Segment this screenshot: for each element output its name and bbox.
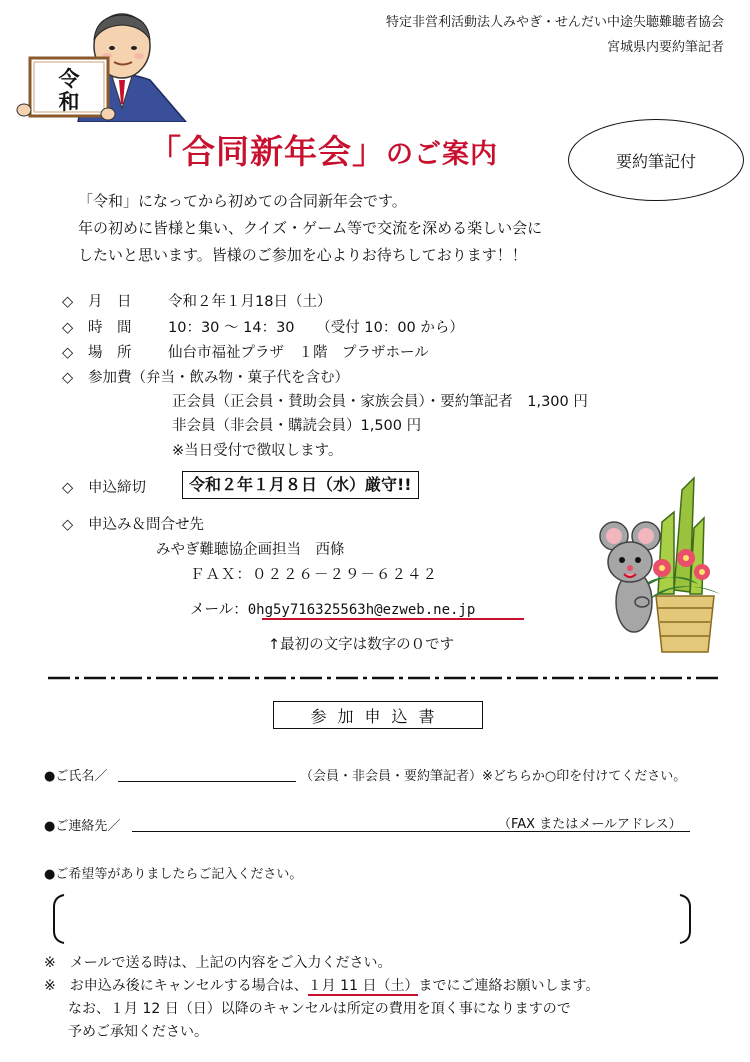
sign-character-2: 和 [58, 90, 80, 114]
deadline-value: 令和２年１月８日（水）厳守!! [182, 471, 419, 499]
sign-character-1: 令 [58, 67, 80, 91]
note-cancel-date: １月 11 日（土） [307, 978, 419, 994]
contact-field-label: ●ご連絡先／ [44, 819, 121, 834]
deadline-label: 申込締切 [88, 480, 146, 496]
name-input-line[interactable] [118, 781, 296, 782]
email-address[interactable]: 0hg5y716325563h@ezweb.ne.jp [247, 602, 476, 618]
diamond-icon: ◇ [62, 320, 74, 336]
reiwa-announcer-illustration [8, 10, 198, 122]
intro-line: 年の初めに皆様と集い、クイズ・ゲーム等で交流を深める楽しい会に [78, 219, 543, 237]
request-input-area[interactable] [50, 893, 694, 945]
title-main: 「合同新年会」 [148, 132, 386, 171]
fee-label: 参加費（弁当・飲み物・菓子代を含む） [88, 370, 349, 386]
diamond-icon: ◇ [62, 294, 74, 310]
place-value: 仙台市福祉プラザ １階 プラザホール [168, 345, 429, 361]
time-row [62, 316, 464, 337]
time-label: 時 間 [88, 320, 132, 336]
email-underline [262, 618, 524, 620]
fee-nonmembers: 非会員（非会員・購読会員）1,500 円 [172, 418, 422, 434]
diamond-icon: ◇ [62, 517, 74, 533]
name-hint: （会員・非会員・要約筆記者）※どちらか○印を付けてください。 [300, 769, 687, 784]
contact-row [62, 513, 204, 534]
contact-label: 申込み＆問合せ先 [88, 517, 204, 533]
organization-subtitle: 宮城県内要約筆記者 [606, 40, 724, 55]
place-row [62, 341, 429, 362]
diamond-icon: ◇ [62, 370, 74, 386]
captioning-stamp: 要約筆記付 [568, 119, 744, 201]
page-title [148, 126, 498, 173]
name-label: ●ご氏名／ [44, 769, 108, 784]
mouse-kadomatsu-illustration [598, 472, 726, 660]
intro-paragraph [78, 188, 542, 269]
time-value: 10：30 ～ 14：30 （受付 10：00 から） [168, 320, 464, 336]
request-label: ●ご希望等がありましたらご記入ください。 [44, 867, 303, 882]
note-cancel [44, 975, 599, 998]
date-label: 月 日 [88, 294, 132, 310]
diamond-icon: ◇ [62, 480, 74, 496]
contact-hint: （FAX またはメールアドレス） [498, 817, 682, 832]
fee-note: ※当日受付で徴収します。 [172, 443, 343, 459]
email-note: ↑最初の文字は数字の０です [268, 637, 455, 653]
contact-person: みやぎ難聴協企画担当 西條 [156, 542, 345, 558]
note-email: ※ メールで送る時は、上記の内容をご入力ください。 [44, 955, 392, 971]
note-fee: なお、１月 12 日（日）以降のキャンセルは所定の費用を頂く事になりますので [68, 1001, 571, 1017]
cut-line [48, 676, 720, 680]
deadline-row [62, 476, 146, 497]
note-cancel-post: までにご連絡お願いします。 [418, 978, 600, 994]
email-label: メール： [190, 602, 248, 618]
email-row [190, 598, 475, 619]
place-label: 場 所 [88, 345, 132, 361]
date-row [62, 290, 331, 311]
title-suffix: のご案内 [386, 139, 498, 170]
fee-members: 正会員（正会員・賛助会員・家族会員）・要約筆記者 1,300 円 [172, 394, 588, 410]
organization-name: 特定非営利活動法人みやぎ・せんだい中途失聴難聴者協会 [385, 15, 724, 30]
note-cancel-pre: ※ お申込み後にキャンセルする場合は、 [44, 978, 308, 994]
intro-line: 「令和」になってから初めての合同新年会です。 [78, 192, 407, 210]
fax-number: ＦＡＸ：０２２６－２９－６２４２ [190, 567, 438, 583]
note-acknowledge: 予めご承知ください。 [68, 1024, 208, 1040]
date-value: 令和２年１月18日（土） [168, 294, 332, 310]
fee-row [62, 366, 349, 387]
diamond-icon: ◇ [62, 345, 74, 361]
form-title: 参加申込書 [273, 701, 483, 729]
intro-line: したいと思います。皆様のご参加を心よりお待ちしております！！ [78, 246, 527, 264]
